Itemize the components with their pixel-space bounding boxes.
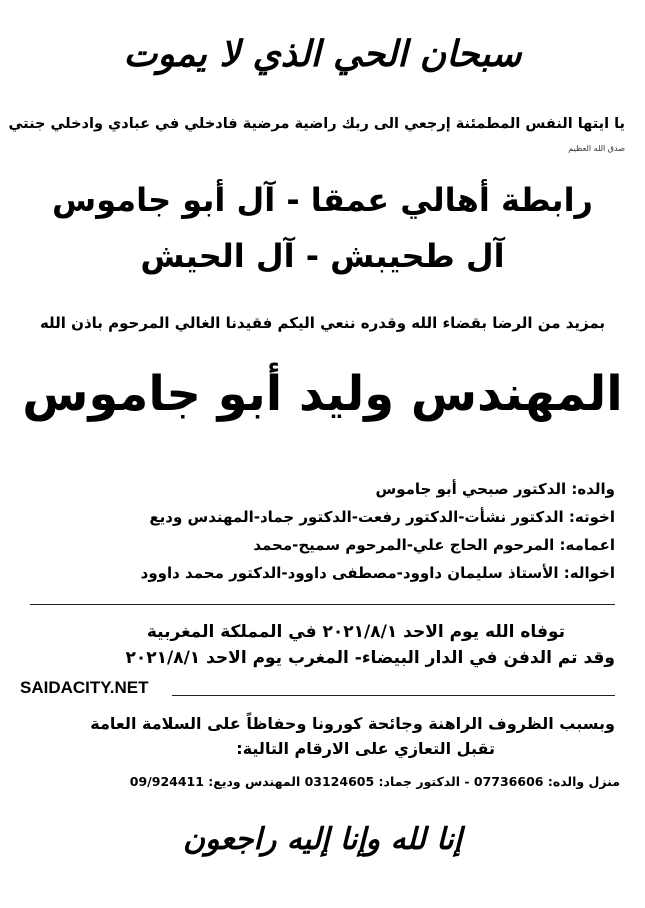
condolence-phones: منزل والده: 07736606 - الدكتور جماد: 03124605 المهندس وديع: 09/924411 (129, 774, 620, 789)
header-calligraphy: سبحان الحي الذي لا يموت (123, 33, 522, 75)
divider-top (30, 604, 615, 605)
footer-calligraphy: إنا لله وإنا إليه راجعون (182, 822, 463, 857)
announcement-intro: بمزيد من الرضا بقضاء الله وقدره ننعي اليكم فقيدنا الغالي المرحوم باذن الله (39, 314, 606, 332)
issuer-line-2: آل طحيبش - آل الحيش (140, 237, 505, 275)
issuer-line-1: رابطة أهالي عمقا - آل أبو جاموس (52, 181, 593, 219)
relative-brothers: اخوته: الدكتور نشأت-الدكتور رفعت-الدكتور جماد-المهندس وديع (149, 508, 615, 526)
watermark: SAIDACITY.NET (20, 678, 149, 697)
condolences-line-1: وبسبب الظروف الراهنة وجائحة كورونا وحفاظاً على السلامة العامة (90, 714, 615, 733)
relative-father: والده: الدكتور صبحي أبو جاموس (375, 480, 615, 498)
deceased-name: المهندس وليد أبو جاموس (22, 366, 623, 422)
condolences-line-2: تقبل التعازي على الارقام التالية: (236, 739, 495, 758)
death-line-1: توفاه الله يوم الاحد ٢٠٢١/٨/١ في المملكة المغربية (146, 622, 565, 642)
verse-source: صدق الله العظيم (568, 144, 625, 153)
quran-verse: يا ايتها النفس المطمئنة إرجعي الى ربك راضية مرضية فادخلي في عبادي وادخلي جنتي (8, 116, 625, 132)
relative-uncles-paternal: اعمامه: المرحوم الحاج علي-المرحوم سميح-محمد (253, 536, 615, 554)
death-line-2: وقد تم الدفن في الدار البيضاء- المغرب يوم الاحد ٢٠٢١/٨/١ (125, 648, 615, 668)
divider-watermark (172, 695, 615, 696)
relative-uncles-maternal: اخواله: الأستاذ سليمان داوود-مصطفى داوود-الدكتور محمد داوود (140, 564, 615, 582)
